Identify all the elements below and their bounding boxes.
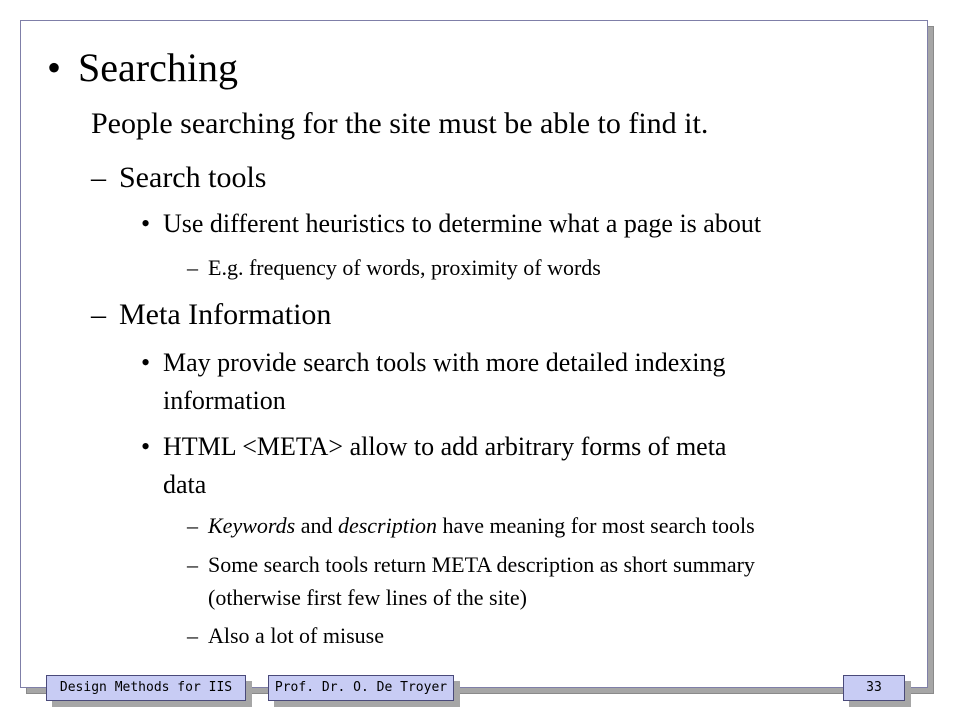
footer-author-label: Prof. Dr. O. De Troyer: [274, 680, 448, 695]
page-number-label: 33: [866, 680, 882, 695]
search-tools-sub-text: E.g. frequency of words, proximity of words: [208, 255, 601, 280]
sub-1-rest: have meaning for most search tools: [436, 513, 755, 538]
footer-course-label: Design Methods for IIS: [59, 680, 233, 695]
meta-information-heading-text: Meta Information: [119, 298, 332, 331]
bullet-glyph: •: [141, 348, 151, 377]
footer-author: [268, 675, 454, 701]
dash-glyph: –: [187, 623, 198, 648]
slide-title: [47, 45, 238, 90]
meta-bullet-2-line-1: HTML <META> allow to add arbitrary forms of meta: [163, 432, 727, 461]
meta-bullet-1-line-1: May provide search tools with more detailed indexing: [163, 348, 726, 377]
title-text: Searching: [78, 45, 238, 90]
meta-sub-2-line-1: Some search tools return META description as short summary: [208, 552, 755, 577]
meta-sub-1: [187, 515, 755, 537]
meta-sub-3: [187, 625, 384, 647]
meta-sub-2: [187, 554, 755, 576]
meta-sub-2-line-2: (otherwise first few lines of the site): [208, 585, 527, 610]
intro-text: People searching for the site must be able to find it.: [91, 107, 709, 140]
dash-glyph: –: [187, 513, 198, 538]
footer-page-number: [843, 675, 905, 701]
footer-course: [46, 675, 246, 701]
bullet-glyph: •: [47, 45, 62, 90]
search-tools-bullet: [141, 211, 761, 237]
dash-glyph: –: [187, 255, 198, 280]
keywords-term: Keywords: [208, 513, 296, 538]
meta-sub-3-text: Also a lot of misuse: [208, 623, 384, 648]
search-tools-heading: [91, 163, 266, 193]
dash-glyph: –: [91, 298, 106, 331]
search-tools-heading-text: Search tools: [119, 161, 267, 194]
search-tools-bullet-text: Use different heuristics to determine what a page is about: [163, 209, 762, 238]
bullet-glyph: •: [141, 432, 151, 461]
description-term: description: [337, 513, 437, 538]
meta-bullet-1-line-2: information: [163, 386, 286, 415]
meta-bullet-2: [141, 434, 726, 460]
dash-glyph: –: [187, 552, 198, 577]
meta-bullet-2-line-2: data: [163, 470, 207, 499]
meta-bullet-1: [141, 350, 725, 376]
sub-1-and: and: [295, 513, 338, 538]
bullet-glyph: •: [141, 209, 151, 238]
dash-glyph: –: [91, 161, 106, 194]
meta-information-heading: [91, 300, 331, 330]
search-tools-sub: [187, 257, 601, 279]
